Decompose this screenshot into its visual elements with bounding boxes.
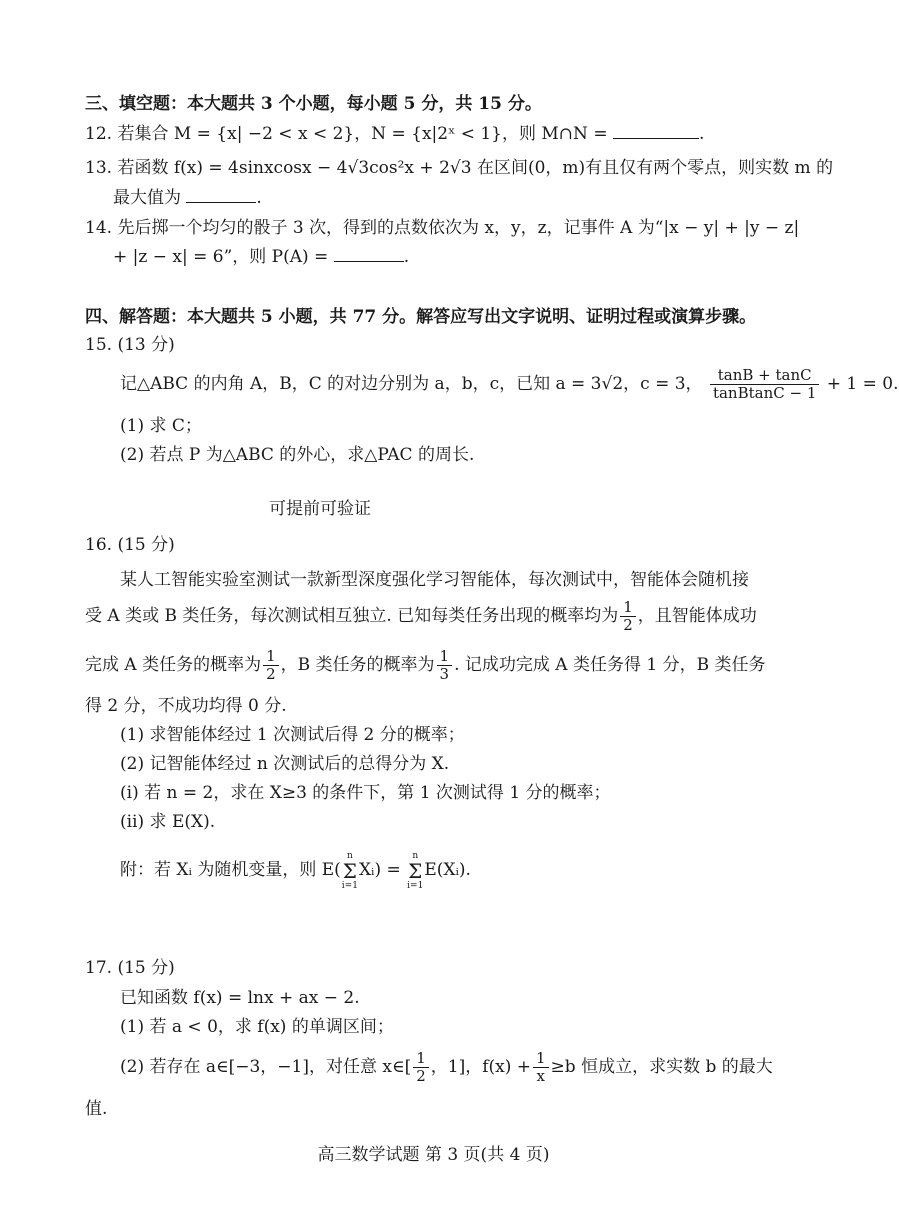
q16-sum-right-bottom: i=1 [407,880,424,891]
q14-text: + |z − x| = 6”，则 P(A) = [113,247,329,267]
q16-b-numerator: 1 [437,648,453,666]
question-13-line1: 13. 若函数 f(x) = 4sinxcosx − 4√3cos²x + 2√3 在区间(0，m)有且仅有两个零点，则实数 m 的 [85,158,834,178]
q16-line3-pre: 完成 A 类任务的概率为 [85,655,262,675]
q16-line1: 某人工智能实验室测试一款新型深度强化学习智能体，每次测试中，智能体会随机接 [120,570,749,590]
q16-sum-left-top: n [346,850,353,861]
q15-fraction-denominator: tanBtanC − 1 [712,384,817,402]
q17-stem: 已知函数 f(x) = lnx + ax − 2. [120,988,360,1008]
q17-interval-denominator: 2 [416,1067,426,1085]
q17-part2-end: 值. [85,1099,108,1119]
q15-part1: (1) 求 C； [120,416,202,436]
q12-end: . [698,124,705,144]
q14-answer-blank [334,245,404,262]
q16-part1: (1) 求智能体经过 1 次测试后得 2 分的概率； [120,725,465,745]
question-13-line2 [113,186,262,210]
q16-a-denominator: 2 [266,665,276,683]
q16-half-denominator: 2 [623,616,633,634]
q12-text: 12. 若集合 M = {x| −2 < x < 2}，N = {x|2ˣ < 1}，则 M∩N = [85,124,608,144]
q16-half-fraction [620,599,636,634]
page-footer: 高三数学试题 第 3 页(共 4 页) [317,1145,550,1165]
question-12 [85,122,704,146]
question-14-line1: 14. 先后掷一个均匀的骰子 3 次，得到的点数依次为 x，y，z，记事件 A 为“|x − y| + |y − z| [85,218,800,238]
q15-fraction-numerator: tanB + tanC [710,367,819,385]
q16-line2 [85,596,757,636]
q15-fraction [710,367,819,402]
q16-sum-right [407,851,423,891]
q16-line4: 得 2 分，不成功均得 0 分. [85,696,287,716]
q17-part2-pre: (2) 若存在 a∈[−3，−1]，对任意 x∈[ [120,1057,412,1077]
q15-stem-post: + 1 = 0. [826,374,899,394]
q12-answer-blank [613,122,699,139]
q16-a-numerator: 1 [263,648,279,666]
q13-text: 最大值为 [113,188,181,208]
q17-part2-post: ≥b 恒成立，求实数 b 的最大 [550,1057,773,1077]
q17-part2 [120,1047,773,1087]
q16-note-post: E(Xᵢ). [424,860,471,880]
watermark-text: 可提前可验证 [269,499,371,519]
q17-inverse-numerator: 1 [533,1050,549,1068]
q16-a-fraction [263,648,279,683]
q17-number: 17. (15 分) [85,958,175,978]
q17-part2-mid: ，1]，f(x) + [430,1057,531,1077]
q17-interval-numerator: 1 [413,1050,429,1068]
q16-number: 16. (15 分) [85,535,175,555]
q16-note-pre: 附：若 Xᵢ 为随机变量，则 E( [120,860,341,880]
q16-note-mid: Xᵢ) = [358,860,401,880]
q16-half-numerator: 1 [620,599,636,617]
q15-part2: (2) 若点 P 为△ABC 的外心，求△PAC 的周长. [120,445,475,465]
sigma-icon: Σ [342,858,357,883]
q17-part1: (1) 若 a < 0，求 f(x) 的单调区间； [120,1017,394,1037]
q16-line3-mid: ，B 类任务的概率为 [280,655,435,675]
q16-b-fraction [437,648,453,683]
q17-interval-fraction [413,1050,429,1085]
q16-sum-right-top: n [412,850,419,861]
q16-b-denominator: 3 [439,665,450,683]
q15-stem-pre: 记△ABC 的内角 A，B，C 的对边分别为 a，b，c，已知 a = 3√2，c = 3， [120,374,703,394]
section4-heading: 四、解答题：本大题共 5 小题，共 77 分。解答应写出文字说明、证明过程或演算步骤。 [85,307,757,327]
q16-line3 [85,645,766,685]
question-14-line2 [113,245,409,269]
sigma-icon: Σ [408,858,423,883]
q14-end: . [403,247,410,267]
q16-line2-post: ，且智能体成功 [637,606,757,626]
q16-note [120,848,471,892]
q16-line3-post: . 记成功完成 A 类任务得 1 分，B 类任务 [454,655,766,675]
q13-end: . [256,188,262,208]
q15-stem [120,364,899,404]
q16-sum-left [342,851,358,891]
q15-number: 15. (13 分) [85,335,175,355]
q16-line2-pre: 受 A 类或 B 类任务，每次测试相互独立. 已知每类任务出现的概率均为 [85,606,619,626]
q17-inverse-fraction [533,1050,549,1085]
section3-heading: 三、填空题：本大题共 3 个小题，每小题 5 分，共 15 分。 [85,94,542,114]
q16-sum-left-bottom: i=1 [341,880,358,891]
q16-part2-ii: (ⅱ) 求 E(X). [120,812,216,832]
q16-part2-i: (ⅰ) 若 n = 2，求在 X≥3 的条件下，第 1 次测试得 1 分的概率； [120,783,611,803]
q13-answer-blank [186,186,256,203]
q17-inverse-denominator: x [536,1067,545,1085]
q16-part2: (2) 记智能体经过 n 次测试后的总得分为 X. [120,754,450,774]
